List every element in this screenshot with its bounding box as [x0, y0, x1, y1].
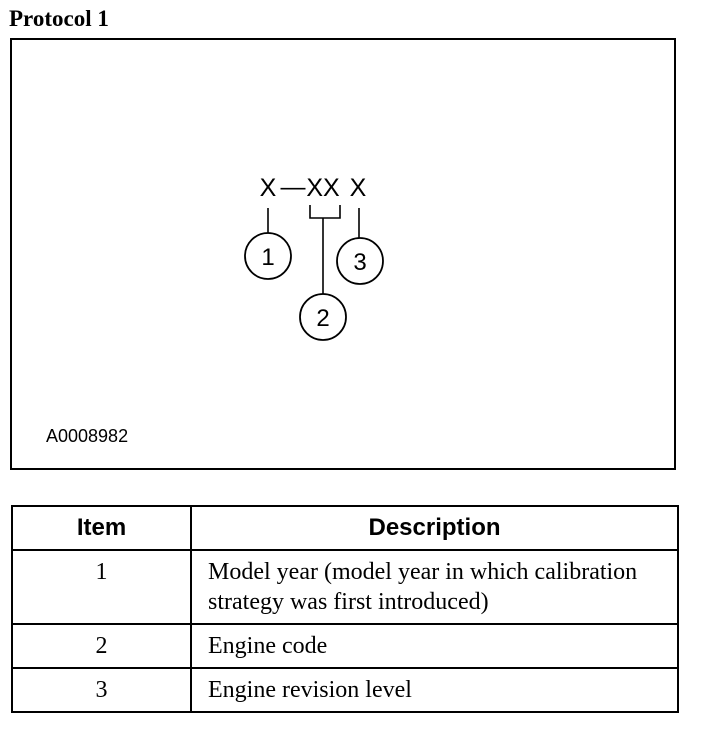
code-separator: — — [280, 173, 306, 201]
column-header-item: Item — [12, 506, 191, 550]
column-header-description: Description — [191, 506, 678, 550]
item-description-table — [11, 505, 679, 713]
item-description: Engine revision level — [191, 668, 678, 712]
table-header-row — [12, 506, 678, 550]
code-part-model-year: X — [259, 174, 277, 202]
code-part-engine-code: XX — [306, 174, 340, 202]
diagram-canvas — [12, 40, 674, 468]
item-description: Model year (model year in which calibration strategy was first introduced) — [191, 550, 678, 624]
table-row — [12, 550, 678, 624]
callout-label-2: 2 — [316, 305, 330, 332]
bracket-engine-code — [310, 205, 340, 218]
item-number: 3 — [12, 668, 191, 712]
callout-label-1: 1 — [261, 244, 275, 271]
code-diagram — [10, 38, 676, 470]
item-description: Engine code — [191, 624, 678, 668]
item-number: 1 — [12, 550, 191, 624]
figure-id: A0008982 — [46, 426, 129, 446]
table-row — [12, 668, 678, 712]
callout-label-3: 3 — [353, 249, 367, 276]
code-part-revision: X — [349, 174, 367, 202]
table-row — [12, 624, 678, 668]
page-title: Protocol 1 — [9, 6, 109, 31]
item-number: 2 — [12, 624, 191, 668]
